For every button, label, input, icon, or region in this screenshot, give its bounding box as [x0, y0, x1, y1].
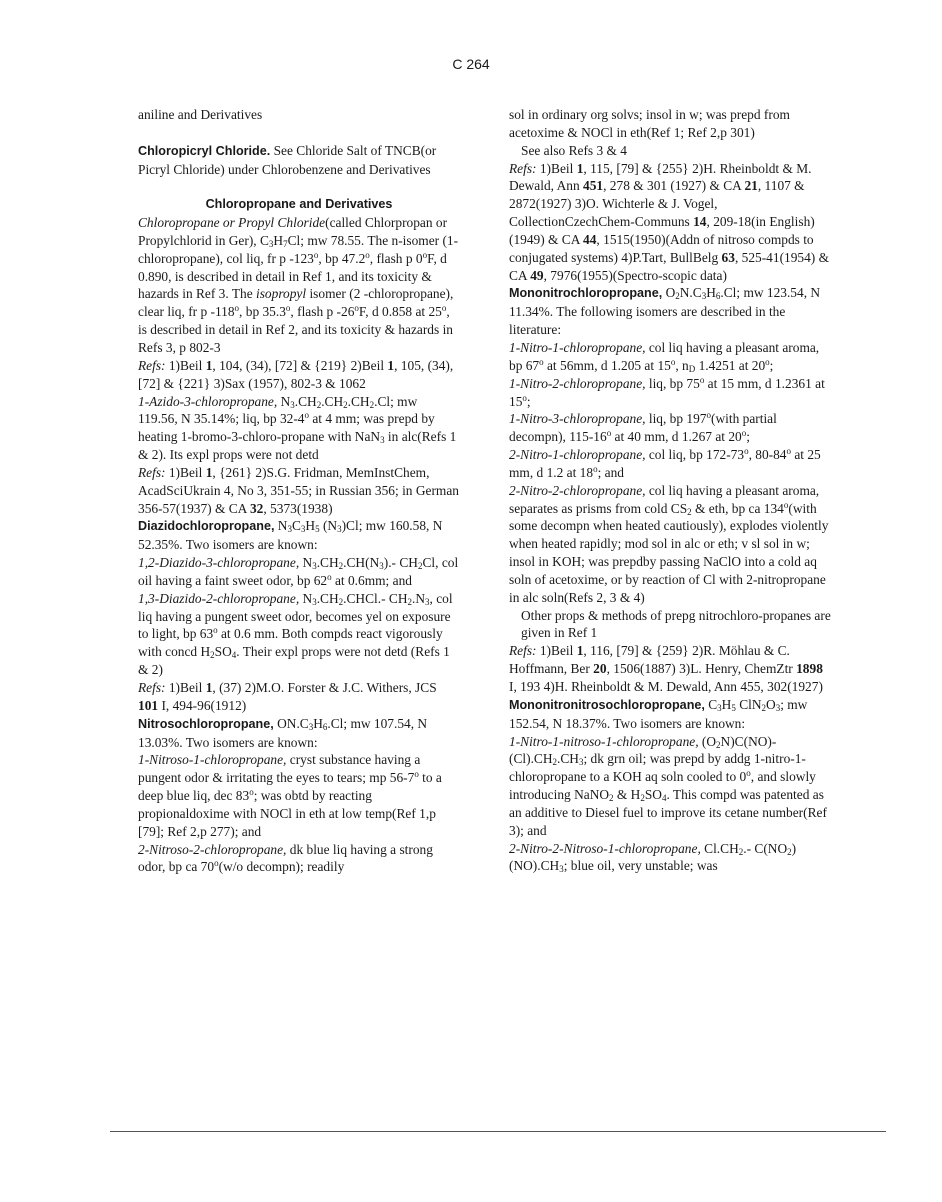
entry-mononitronitrosochloropropane: Mononitronitrosochloropropane, $C_3H_5$ $ClN_2O_3$; mw 152.54, N 18.37%. Two isomers are known: — [509, 696, 808, 731]
entry-nitro-isomer-1: 1-Nitro-1-chloropropane, col liq having a pleasant aroma, bp 67$^o$ at 56mm, d 1.205 at 15$^o$, $n_D$ 1.4251 at 20$^o$; — [509, 339, 820, 374]
entry-nitro-isomer-2: 1-Nitro-2-chloropropane, liq, bp 75$^o$ at 15 mm, d 1.2361 at 15$^o$; — [509, 374, 825, 409]
page-number: C 264 — [452, 56, 490, 72]
refs-azido-chloropropane: Refs: 1)Beil 1, {261} 2)S.G. Fridman, MemInstChem, AcadSciUkrain 4, No 3, 351-55; in Russian 356; in German 356-57(1937) & CA 32, 5373(1938) — [138, 464, 459, 516]
entry-mononitrochloropropane: Mononitrochloropropane, $O_2N.C_3H_6.Cl$; mw 123.54, N 11.34%. The following isomers are described in the literature: — [509, 285, 821, 338]
entry-nitro-nitroso-isomer-1: 1-Nitro-1-nitroso-1-chloropropane, $(O_2N)C(NO)-(Cl).CH_2.CH_3$; dk grn oil; was prepd by addg 1-nitro-1-chloropropane to a KOH aq soln cooled to 0$^o$, and slowly introducing NaNO$_2$ & $H_2SO_4$. This compd was patented as an additive to Diesel fuel to improve its cetane number(Ref 3); and — [509, 733, 827, 838]
entry-nitro-isomer-3: 1-Nitro-3-chloropropane, liq, bp 197$^o$(with partial decompn), 115-16$^o$ at 40 mm, d 1.267 at 20$^o$; — [509, 410, 777, 445]
entry-nitroso-isomer-2: 2-Nitroso-2-chloropropane, dk blue liq having a strong odor, bp ca 70$^o$(w/o decompn); readily — [138, 841, 433, 875]
refs-nitroso: Refs: 1)Beil 1, 115, [79] & {255} 2)H. Rheinboldt & M. Dewald, Ann 451, 278 & 301 (1927) & CA 21, 1107 & 2872(1927) 3)O. Wichterle & J. Vogel, CollectionCzechChem-Communs 14, 209-18(in English)(1949) & CA 44, 1515(1950)(Addn of nitroso compds to conjugated systems) 4)P.Tart, BullBelg 63, 525-41(1954) & CA 49, 7976(1955)(Spectro-scopic data) — [509, 160, 830, 283]
entry-title: Chloropicryl Chloride. — [138, 143, 271, 158]
other-props: Other props & methods of prepg nitrochloro-propanes are given in Ref 1 — [521, 607, 831, 641]
entry-diazidochloropropane: Diazidochloropropane, $N_3C_3H_5$ $(N_3)Cl$; mw 160.58, N 52.35%. Two isomers are known: — [138, 518, 443, 553]
refs-chloropropane: Refs: 1)Beil 1, 104, (34), [72] & {219} 2)Beil 1, 105, (34), [72] & {221} 3)Sax (1957), 802-3 & 1062 — [138, 357, 454, 391]
entry-chloropropane: Chloropropane or Propyl Chloride(called Chlorpropan or Propylchlorid in Ger), $C_3H_7Cl$; mw 78.55. The n-isomer (1-chloropropane), col liq, fr p -123$^o$, bp 47.2$^o$, flash p 0$^o$F, d 0.890, is described in detail in Ref 1, and its toxicity & hazards in Ref 3. The isopropyl isomer (2 -chloropropane), clear liq, fr p -118$^o$, bp 35.3$^o$, flash p -26$^o$F, d 0.858 at 25$^o$, is described in detail in Ref 2, and its toxicity & hazards in Refs 3, p 802-3 — [138, 215, 459, 355]
entry-chloropicryl-chloride: Chloropicryl Chloride. See Chloride Salt of TNCB(or Picryl Chloride) under Chlorobenzene and Derivatives — [138, 142, 437, 177]
entry-nitro-isomer-5: 2-Nitro-2-chloropropane, col liq having a pleasant aroma, separates as prisms from cold $CS_2$ & eth, bp ca 134$^o$(with some decompn when heated cautiously), explodes violently when heated rapidly; mod sol in alc or eth; v sl sol in w; insol in KOH; was prepdby passing NaClO into a cold aq soln of acetoxime, or by reaction of Cl with 2-nitropropane in alc soln(Refs 2, 3 & 4) — [509, 482, 829, 605]
entry-nitro-nitroso-isomer-2: 2-Nitro-2-Nitroso-1-chloropropane, $Cl.CH_2.-$ $C(NO_2)(NO).CH_3$; blue oil, very unstable; was — [509, 840, 797, 875]
refs-nitrochloro: Refs: 1)Beil 1, 116, [79] & {259} 2)R. Möhlau & C. Hoffmann, Ber 20, 1506(1887) 3)L. Henry, ChemZtr 1898 I, 193 4)H. Rheinboldt & M. Dewald, Ann 455, 302(1927) — [509, 643, 823, 694]
entry-nitro-isomer-4: 2-Nitro-1-chloropropane, col liq, bp 172-73$^o$, 80-84$^o$ at 25 mm, d 1.2 at 18$^o$; and — [509, 446, 821, 480]
section-heading: Chloropropane and Derivatives — [205, 197, 393, 212]
footer-rule — [110, 1131, 886, 1132]
entry-diazido-isomer-1: 1,2-Diazido-3-chloropropane, $N_3.CH_2.CH(N_3).-$ $CH_2Cl$, col oil having a faint sweet odor, bp 62$^o$ at 0.6mm; and — [138, 555, 459, 588]
continued-text: aniline and Derivatives — [138, 107, 263, 122]
entry-azido-chloropropane: 1-Azido-3-chloropropane, $N_3.CH_2.CH_2.CH_2.Cl$; mw 119.56, N 35.14%; liq, bp 32-4$^o$ at 4 mm; was prepd by heating 1-bromo-3-chloro-propane with NaN$_3$ in alc(Refs 1 & 2). Its expl props were not detd — [138, 393, 457, 463]
right-column — [509, 106, 834, 875]
entry-nitroso-isomer-1: 1-Nitroso-1-chloropropane, cryst substance having a pungent odor & irritating the eyes to tears; mp 56-7$^o$ to a deep blue liq, dec 83$^o$; was obtd by reacting propionaldoxime with NOCl in eth at low temp(Ref 1,p [79]; Ref 2,p 277); and — [138, 752, 442, 839]
entry-diazido-isomer-2: 1,3-Diazido-2-chloropropane, $N_3.CH_2.CHCl.-$ $CH_2.N_3$, col liq having a pungent sweet odor, becomes yel on exposure to light, bp 63$^o$ at 0.6 mm. Both compds react vigorously with concd $H_2SO_4$. Their expl props were not detd (Refs 1 & 2) — [138, 590, 453, 678]
refs-diazido: Refs: 1)Beil 1, (37) 2)M.O. Forster & J.C. Withers, JCS 101 I, 494-96(1912) — [138, 680, 437, 713]
entry-nitrosochloropropane: Nitrosochloropropane, $ON.C_3H_6.Cl$; mw 107.54, N 13.03%. Two isomers are known: — [138, 715, 428, 750]
left-column — [138, 106, 460, 876]
continued-text: sol in ordinary org solvs; insol in w; was prepd from acetoxime & NOCl in eth(Ref 1; Ref 2,p 301) — [509, 107, 790, 140]
see-also: See also Refs 3 & 4 — [521, 142, 627, 158]
